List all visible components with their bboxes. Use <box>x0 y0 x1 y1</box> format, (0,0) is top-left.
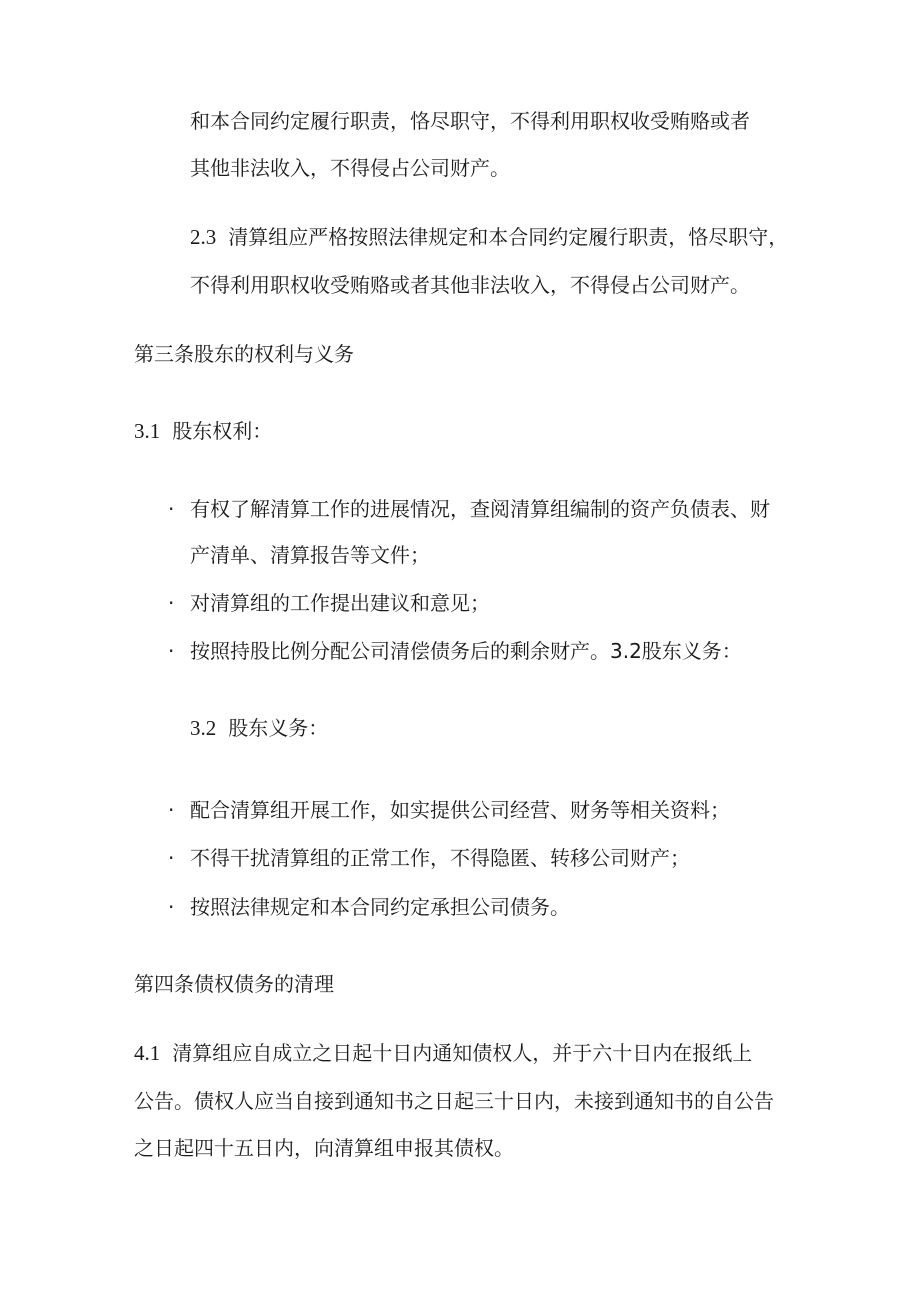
article-3-heading: 第三条股东的权利与义务 <box>134 342 354 366</box>
clause-title: 股东义务： <box>228 716 329 740</box>
clause-3-1 <box>134 418 272 444</box>
bullet-icon: · <box>168 846 175 870</box>
clause-number: 4.1 <box>134 1041 161 1065</box>
bullet-icon: · <box>168 639 175 663</box>
clause-text: 清算组应自成立之日起十日内通知债权人，并于六十日内在报纸上 <box>172 1041 753 1065</box>
list-item-continuation: 产清单、清算报告等文件； <box>190 543 430 567</box>
body-text-line: 和本合同约定履行职责，恪尽职守，不得利用职权收受贿赂或者 <box>190 109 750 133</box>
list-item: 配合清算组开展工作，如实提供公司经营、财务等相关资料； <box>190 798 730 822</box>
list-item: 按照持股比例分配公司清偿债务后的剩余财产。3.2股东义务： <box>190 639 742 663</box>
clause-number: 2.3 <box>190 225 217 249</box>
clause-2-3 <box>190 224 788 250</box>
list-item: 对清算组的工作提出建议和意见； <box>190 591 490 615</box>
list-item: 按照法律规定和本合同约定承担公司债务。 <box>190 895 570 919</box>
list-item: 不得干扰清算组的正常工作，不得隐匿、转移公司财产； <box>190 846 690 870</box>
bullet-icon: · <box>168 895 175 919</box>
clause-number: 3.2 <box>190 716 217 740</box>
body-text-line: 之日起四十五日内，向清算组申报其债权。 <box>134 1136 514 1160</box>
clause-4-1 <box>134 1040 752 1066</box>
bullet-icon: · <box>168 591 175 615</box>
clause-number: 3.1 <box>134 419 161 443</box>
article-4-heading: 第四条债权债务的清理 <box>134 972 334 996</box>
body-text-line: 不得利用职权收受贿赂或者其他非法收入，不得侵占公司财产。 <box>190 273 750 297</box>
bullet-icon: · <box>168 497 175 521</box>
body-text-line: 其他非法收入，不得侵占公司财产。 <box>190 156 510 180</box>
clause-text: 清算组应严格按照法律规定和本合同约定履行职责，恪尽职守， <box>228 225 789 249</box>
bullet-icon: · <box>168 798 175 822</box>
body-text-line: 公告。债权人应当自接到通知书之日起三十日内，未接到通知书的自公告 <box>134 1089 774 1113</box>
clause-title: 股东权利： <box>172 419 273 443</box>
clause-3-2 <box>190 715 328 741</box>
list-item: 有权了解清算工作的进展情况，查阅清算组编制的资产负债表、财 <box>190 497 770 521</box>
